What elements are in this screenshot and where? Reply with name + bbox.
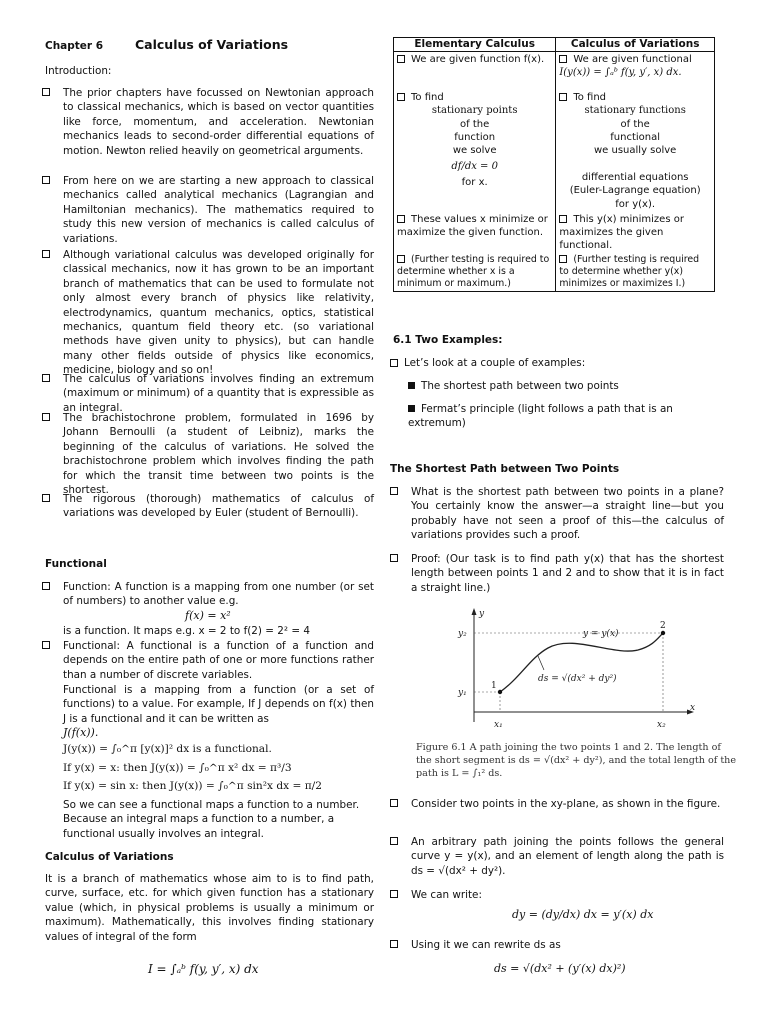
checkbox-icon (390, 554, 398, 562)
table-r4c1: (Further testing is required to determine whether x is a minimum or maximum.) (397, 254, 550, 290)
square-bullet-icon (408, 405, 415, 412)
checkbox-icon (559, 93, 567, 101)
chapter-label: Chapter 6 (45, 40, 104, 52)
checkbox-icon (42, 494, 50, 502)
function-example: is a function. It maps e.g. x = 2 to f(2) = 2² = 4 (63, 625, 310, 637)
dy-equation: dy = (dy/dx) dx = y′(x) dx (512, 908, 654, 921)
y-axis-arrow-icon (472, 608, 477, 615)
intro-bullet-5: The brachistochrone problem, formulated in 1696 by Johann Bernoulli (a student of Leibniz), marks the beginning of the calculus of variations. He solved the brachistochrone problem which involves finding the path for which the transit time between two points is the shortest. (42, 411, 374, 497)
checkbox-icon (42, 374, 50, 382)
ds-equation: ds = √(dx² + (y′(x) dx)²) (494, 962, 626, 975)
point-2-label: 2 (660, 621, 666, 631)
point-2 (661, 631, 665, 635)
functional-example-2: If y(x) = x: then J(y(x)) = ∫₀^π x² dx = π³/3 (63, 762, 292, 774)
checkbox-icon (390, 890, 398, 898)
functional-example-3: If y(x) = sin x: then J(y(x)) = ∫₀^π sin²x dx = π/2 (63, 780, 322, 792)
point-1 (498, 690, 502, 694)
checkbox-icon (42, 176, 50, 184)
table-r3c1: These values x minimize or maximize the given function. (397, 213, 548, 239)
point-1-label: 1 (491, 681, 497, 691)
arbitrary-path-bullet: An arbitrary path joining the points follows the general curve y = y(x), and an element of length along the path is ds = √(dx² + dy²). (390, 835, 724, 878)
function-equation: f(x) = x² (185, 609, 231, 622)
shortest-heading: The Shortest Path between Two Points (390, 463, 620, 475)
function-bullet: Function: A function is a mapping from one number (or set of numbers) to another value e.g. (42, 580, 374, 609)
table-r1c2b: I(y(x)) = ∫ₐᵇ f(y, y′, x) dx. (559, 67, 682, 79)
ds-leader (538, 656, 544, 670)
checkbox-icon (390, 799, 398, 807)
table-r3c2: This y(x) minimizes or maximizes the given functional. (559, 213, 684, 252)
figure-caption: Figure 6.1 A path joining the two points 1 and 2. The length of the short segment is ds = √(dx² + dy²), and the total length of the path is L = ∫₁² ds. (416, 742, 737, 779)
chapter-title: Calculus of Variations (135, 37, 289, 52)
functional-definition: Functional is a mapping from a function (or a set of functions) to a value. For example, If J depends on f(x) then J is a functional and it can be written as (63, 684, 374, 725)
examples-lead: Let’s look at a couple of examples: (390, 356, 585, 370)
y2-label: y₂ (458, 629, 467, 639)
table-header-elementary: Elementary Calculus (394, 38, 556, 52)
checkbox-icon (42, 88, 50, 96)
checkbox-icon (42, 641, 50, 649)
y-axis-label: y (479, 609, 485, 619)
checkbox-icon (397, 255, 405, 263)
example-item-1: The shortest path between two points (408, 379, 619, 393)
intro-bullet-1: The prior chapters have focussed on Newtonian approach to classical mechanics, which is based on vector quantities like force, momentum, and acceleration. Newtonian mechanics leads to second-order differential equations of motion. Newton relied heavily on geometrical arguments. (42, 86, 374, 158)
checkbox-icon (559, 55, 567, 63)
cov-heading: Calculus of Variations (45, 851, 174, 863)
checkbox-icon (397, 93, 405, 101)
intro-bullet-6: The rigorous (thorough) mathematics of calculus of variations was developed by Euler (student of Bernoulli). (42, 492, 374, 521)
consider-bullet: Consider two points in the xy-plane, as shown in the figure. (390, 797, 724, 811)
examples-heading: 6.1 Two Examples: (393, 334, 503, 346)
rewrite-bullet: Using it we can rewrite ds as (390, 938, 724, 952)
functional-heading: Functional (45, 558, 107, 570)
checkbox-icon (390, 837, 398, 845)
intro-heading: Introduction: (45, 65, 112, 77)
checkbox-icon (42, 413, 50, 421)
table-r4c2: (Further testing is required to determine whether y(x) minimizes or maximizes I.) (559, 254, 700, 290)
checkbox-icon (42, 582, 50, 590)
curve-label: y = y(x) (583, 629, 619, 639)
x1-label: x₁ (494, 720, 503, 730)
checkbox-icon (42, 250, 50, 258)
table-r1c1: We are given function f(x). (411, 54, 545, 66)
checkbox-icon (397, 215, 405, 223)
functional-bullet: Functional: A functional is a function of a function and depends on the entire path of one or more functions rather than a number of discrete variables. (42, 639, 374, 682)
intro-bullet-2: From here on we are starting a new approach to classical mechanics called analytical mechanics (Lagrangian and Hamiltonian mechanics). The mathematics required to study this new version of mechanics is called calculus of variations. (42, 174, 374, 246)
x-axis-label: x (690, 703, 696, 713)
square-bullet-icon (408, 382, 415, 389)
functional-notation: J(f(x)). (63, 726, 99, 739)
checkbox-icon (559, 255, 567, 263)
checkbox-icon (559, 215, 567, 223)
checkbox-icon (390, 940, 398, 948)
checkbox-icon (390, 359, 398, 367)
comparison-table (393, 37, 715, 292)
y1-label: y₁ (458, 688, 467, 698)
path-figure (448, 606, 710, 734)
cov-text: It is a branch of mathematics whose aim to is to find path, curve, surface, etc. for which given function has a stationary value (which, in physical problems is usually a minimum or maximum). Mathematically, this involves finding stationary values of integral of the form (45, 873, 374, 943)
intro-bullet-3: Although variational calculus was developed originally for classical mechanics, now it has grown to be an important branch of mathematics that can be used to formulate not only almost every branch of physics like relativity, electrodynamics, quantum mechanics, optics, statistical mechanics, quantum field theory etc. (so variational methods have given unity to physics), but can handle many other fields outside of physics like economics, medicine, biology and so on! (42, 248, 374, 378)
shortest-proof: Proof: (Our task is to find path y(x) that has the shortest length between points 1 and 2 and to show that it is in fact a straight line.) (390, 552, 724, 595)
functional-example-1: J(y(x)) = ∫₀^π [y(x)]² dx is a functional. (63, 743, 272, 755)
intro-bullet-4: The calculus of variations involves finding an extremum (maximum or minimum) of a quantity that is expressible as an integral. (42, 372, 374, 415)
checkbox-icon (390, 487, 398, 495)
functional-summary: So we can see a functional maps a function to a number. Because an integral maps a function to a number, a functional usually involves an integral. (63, 799, 360, 840)
table-r2c1: To find stationary points of the function we solve df/dx = 0 for x. (394, 90, 556, 212)
shortest-question: What is the shortest path between two points in a plane? You certainly know the answer—a straight line—but you probably have not seen a proof of this—the calculus of variations provides such a proof. (390, 485, 724, 543)
table-r1c2a: We are given functional (573, 54, 692, 66)
checkbox-icon (397, 55, 405, 63)
example-item-2: Fermat’s principle (light follows a path that is an extremum) (408, 403, 673, 430)
cov-integral: I = ∫ₐᵇ f(y, y′, x) dx (148, 962, 259, 976)
table-header-variations: Calculus of Variations (556, 38, 715, 52)
table-r2c2: To find stationary functions of the functional we usually solve differential equations (Euler-Lagrange equation) for y(x). (556, 90, 715, 212)
ds-label: ds = √(dx² + dy²) (538, 674, 617, 684)
x2-label: x₂ (657, 720, 666, 730)
we-can-write-bullet: We can write: (390, 888, 724, 902)
